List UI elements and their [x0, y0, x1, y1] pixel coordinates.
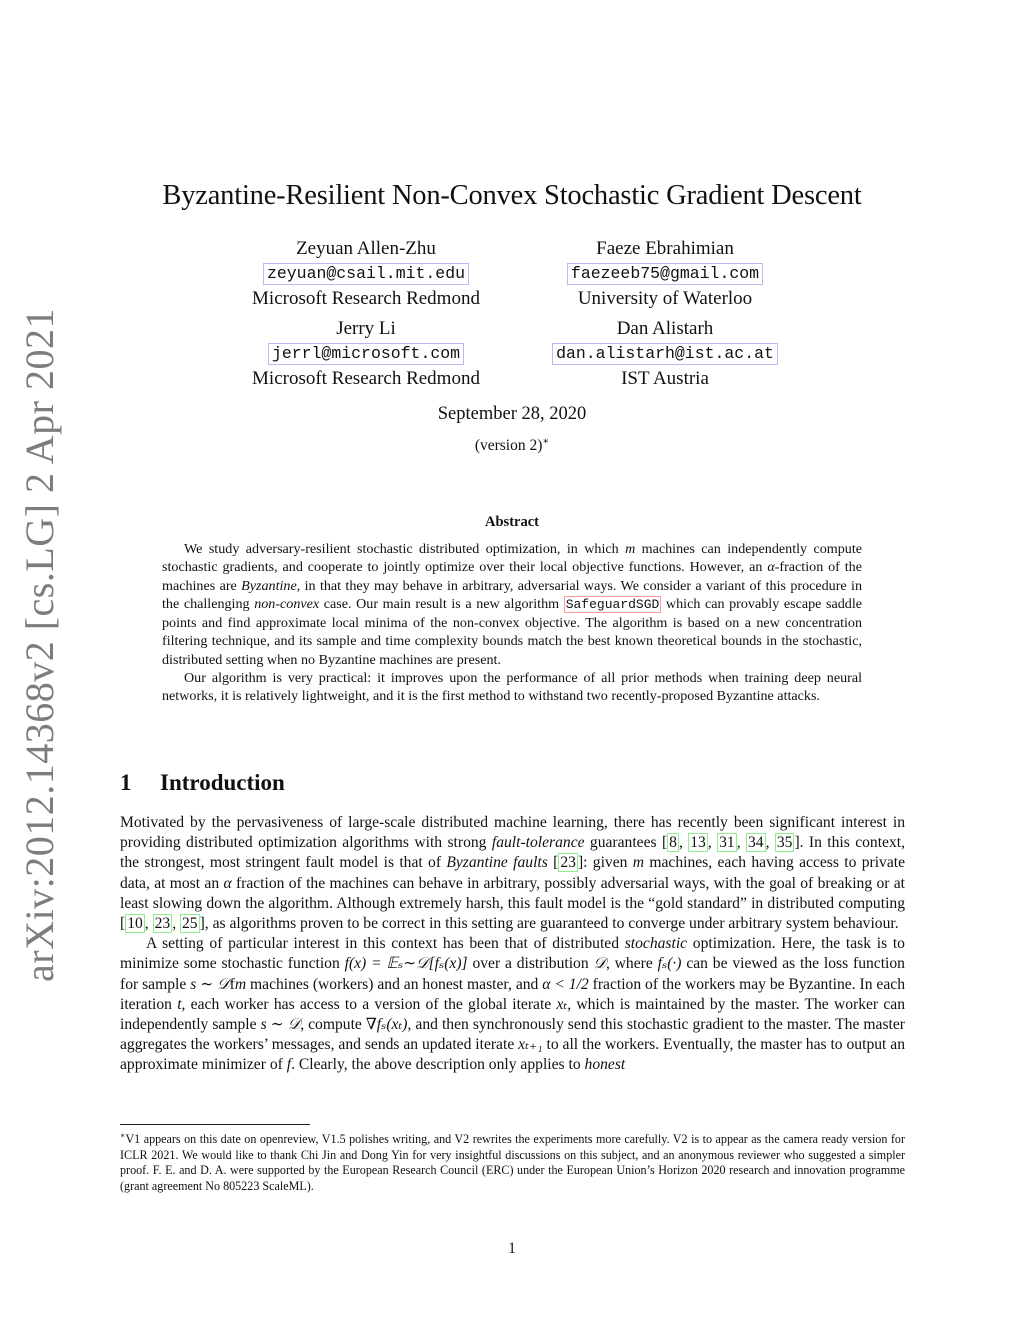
citation-link[interactable]: 34	[747, 834, 764, 852]
footnote-mark[interactable]: ∗	[542, 436, 550, 447]
paper-date: September 28, 2020	[437, 404, 587, 424]
citation-link[interactable]: 23	[154, 915, 171, 933]
author-affiliation: Microsoft Research Redmond	[252, 368, 480, 389]
body-paragraph: Motivated by the pervasiveness of large-scale distributed machine learning, there has recently been significant interest in providing distributed optimization algorithms with strong fault-tolerance guarantees [ 8 , 13 , 31 , 34 , 35 ]. In this context, the strongest, most stringent fault model is that of Byzantine faults [ 23 ]: given m machines, each having access to private data, at most an α fraction of the machines can behave in arbitrary, possibly adversarial ways, with the goal of breaking or at least slowing down the algorithm. Although extremely harsh, this fault model is the “gold standard” in distributed computing [ 10 , 23 , 25 ], as algorithms proven to be correct in this setting are guaranteed to converge under arbitrary system behaviour.	[120, 814, 906, 933]
section-title: Introduction	[160, 770, 285, 795]
citation-link[interactable]: 25	[181, 915, 198, 933]
author-affiliation: Microsoft Research Redmond	[252, 288, 480, 309]
section-heading	[120, 770, 285, 796]
version-text: (version 2)	[474, 437, 543, 455]
arxiv-stamp: arXiv:2012.14368v2 [cs.LG] 2 Apr 2021	[17, 308, 62, 982]
author-name: Jerry Li	[336, 318, 396, 339]
abstract-body	[162, 540, 862, 706]
abstract-paragraph: We study adversary-resilient stochastic distributed optimization, in which m machines can independently compute stochastic gradients, and cooperate to jointly optimize over their local objective functions. However, an α-fraction of the machines are Byzantine, in that they may behave in arbitrary, adversarial ways. We consider a variant of this procedure in the challenging non-convex case. Our main result is a new algorithm SafeguardSGD which can provably escape saddle points and find approximate local minima of the non-convex objective. The algorithm is based on a new concentration filtering technique, and its sample and time complexity bounds match the best known theoretical bounds in the stochastic, distributed setting when no Byzantine machines are present.	[162, 541, 863, 668]
citation-link[interactable]: 23	[560, 854, 576, 872]
paper-version	[0, 436, 1024, 455]
author-block	[232, 237, 500, 311]
author-affiliation: University of Waterloo	[577, 288, 753, 309]
author-email-link[interactable]: dan.alistarh@ist.ac.at	[552, 343, 778, 365]
author-email-link[interactable]: faezeeb75@gmail.com	[567, 263, 763, 285]
footnote-text: V1 appears on this date on openreview, V1.5 polishes writing, and V2 rewrites the experiments more carefully. V2 is to appear as the camera ready version for ICLR 2021. We would like to thank Chi Jin and Dong Yin for very insightful discussions on this subject, and an anonymous reviewer who suggested a simpler proof. F. E. and D. A. were supported by the European Research Council (ERC) under the European Union’s Horizon 2020 research and innovation programme (grant agreement No 805223 ScaleML).	[120, 1132, 905, 1193]
author-block	[232, 317, 500, 391]
author-name: Zeyuan Allen-Zhu	[296, 238, 436, 259]
body-paragraph: A setting of particular interest in this context has been that of distributed stochastic optimization. Here, the task is to minimize some stochastic function f(x) = 𝔼ₛ∼𝒟[fₛ(x)] over a distribution 𝒟, where fₛ(·) can be viewed as the loss function for sample s ∼ 𝒟fm machines (workers) and an honest master, and α < 1/2 fraction of the workers may be Byzantine. In each iteration t, each worker has access to a version of the global iterate xₜ, which is maintained by the master. The worker can independently sample s ∼ 𝒟, compute ∇fₛ(xₜ), and then synchronously send this stochastic gradient to the master. The master aggregates the workers’ messages, and sends an updated iterate xₜ₊₁ to all the workers. Eventually, the master has to output an approximate minimizer of f. Clearly, the above description only applies to honest	[120, 935, 905, 1074]
abstract-heading: Abstract	[485, 514, 539, 530]
citation-link[interactable]: 31	[719, 834, 735, 852]
page-number: 1	[508, 1240, 516, 1257]
author-block	[540, 237, 790, 311]
citation-link[interactable]: 13	[690, 834, 706, 852]
author-email-link[interactable]: jerrl@microsoft.com	[268, 343, 464, 365]
citation-link[interactable]: 10	[127, 915, 143, 933]
author-block	[540, 317, 790, 391]
algorithm-link[interactable]: SafeguardSGD	[565, 596, 660, 612]
footnote-mark: ∗	[120, 1131, 126, 1140]
citation-link[interactable]: 35	[776, 834, 793, 852]
section-number: 1	[120, 770, 132, 795]
author-name: Faeze Ebrahimian	[596, 238, 734, 259]
intro-body	[120, 813, 905, 1076]
author-affiliation: IST Austria	[621, 368, 709, 389]
paper-title: Byzantine-Resilient Non-Convex Stochastic Gradient Descent	[162, 180, 862, 211]
footnote-rule	[120, 1124, 310, 1125]
author-email-link[interactable]: zeyuan@csail.mit.edu	[263, 263, 469, 285]
citation-link[interactable]: 8	[669, 834, 677, 852]
abstract-paragraph: Our algorithm is very practical: it improves upon the performance of all prior methods when training deep neural networks, it is relatively lightweight, and it is the first method to withstand two recently-proposed Byzantine attacks.	[162, 670, 862, 705]
author-name: Dan Alistarh	[616, 318, 714, 339]
footnote	[120, 1128, 905, 1194]
